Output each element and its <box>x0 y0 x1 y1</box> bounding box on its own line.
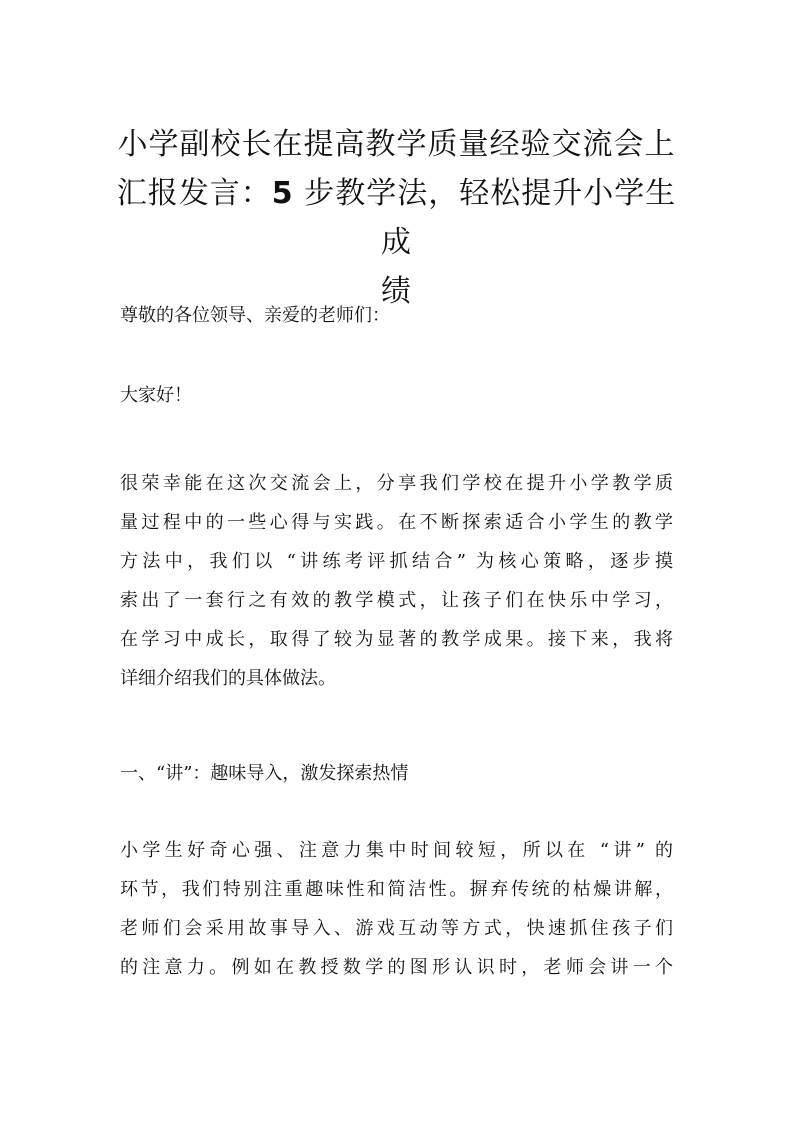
greeting: 大家好！ <box>120 385 192 406</box>
section-heading-1: 一、“讲”：趣味导入，激发探索热情 <box>120 763 409 784</box>
text-line: 在学习中成长，取得了较为显著的教学成果。接下来，我将 <box>120 629 673 650</box>
text-line: 方法中，我们以 “讲练考评抓结合” 为核心策略，逐步摸 <box>120 551 673 572</box>
text-line: 详细介绍我们的具体做法。 <box>120 668 336 689</box>
text-line: 的注意力。例如在教授数学的图形认识时，老师会讲一个 <box>120 957 673 978</box>
title-line-3: 绩 <box>381 274 412 309</box>
title-line-1: 小学副校长在提高教学质量经验交流会上 <box>117 127 676 162</box>
title-text: 汇报发言： <box>116 176 272 211</box>
text-line: 小学生好奇心强、注意力集中时间较短，所以在 “讲” 的 <box>120 840 673 861</box>
text-line: 老师们会采用故事导入、游戏互动等方式，快速抓住孩子们 <box>120 918 673 939</box>
title-text: 步教学法，轻松提升小学生成 <box>293 176 677 260</box>
text-line: 量过程中的一些心得与实践。在不断探索适合小学生的教学 <box>120 512 673 533</box>
text-line: 环节，我们特别注重趣味性和简洁性。摒弃传统的枯燥讲解， <box>120 879 673 900</box>
salutation: 尊敬的各位领导、亲爱的老师们： <box>120 305 390 326</box>
text-line: 很荣幸能在这次交流会上，分享我们学校在提升小学教学质 <box>120 473 673 494</box>
text-line: 索出了一套行之有效的教学模式，让孩子们在快乐中学习， <box>120 590 673 611</box>
title-line-2 <box>110 169 683 267</box>
document-title <box>110 120 683 316</box>
paragraph-2 <box>120 831 673 987</box>
paragraph-1 <box>120 464 673 698</box>
title-number: 5 <box>271 176 294 211</box>
